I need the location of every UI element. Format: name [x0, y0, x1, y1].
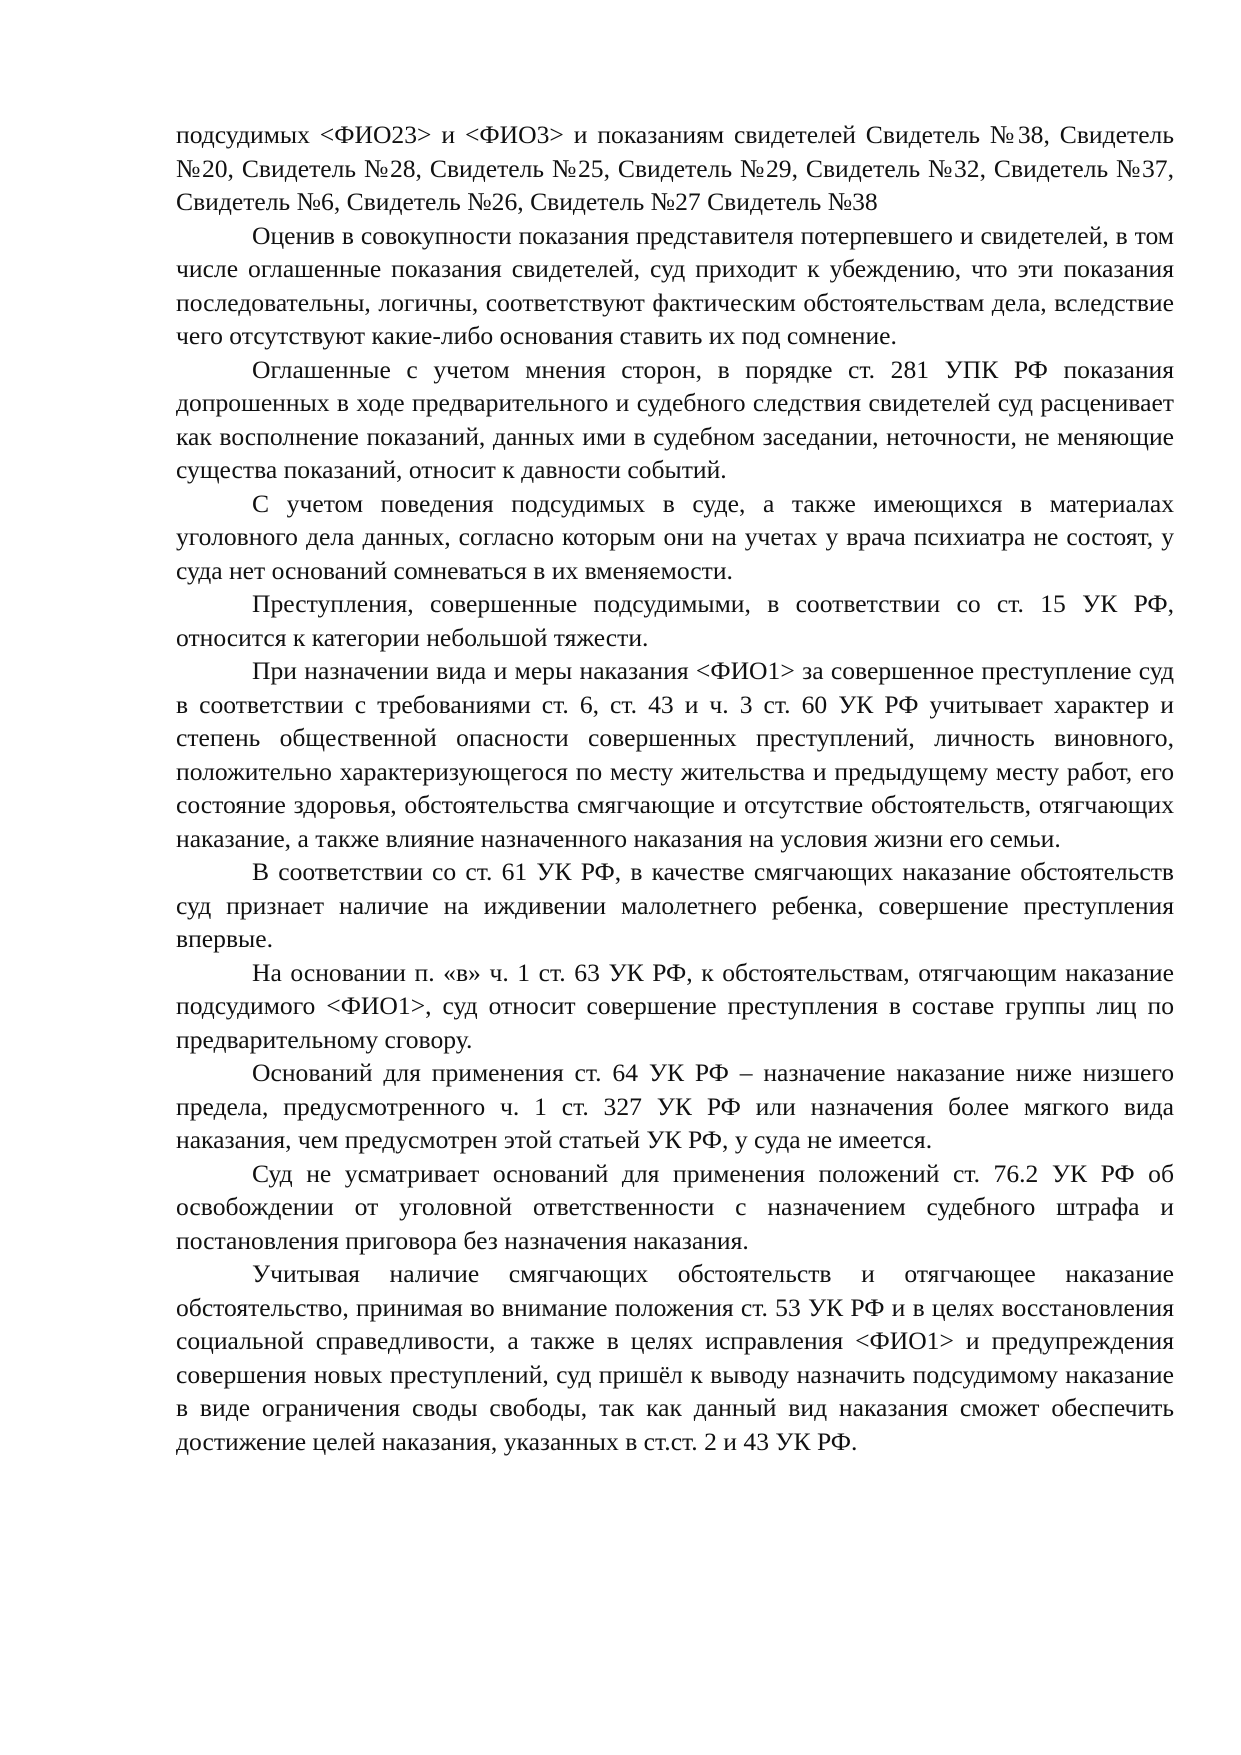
paragraph-crime-category: Преступления, совершенные подсудимыми, в соответствии со ст. 15 УК РФ, относится к категории небольшой тяжести.: [176, 589, 1174, 652]
paragraph-sentencing-factors: При назначении вида и меры наказания <ФИО1> за совершенное преступление суд в соответствии с требованиями ст. 6, ст. 43 и ч. 3 ст. 60 УК РФ учитывает характер и степень общественной опасности совершенных преступлений, личность виновного, положительно характеризующегося по месту жительства и предыдущему месту работ, его состояние здоровья, обстоятельства смягчающие и отсутствие обстоятельств, отягчающих наказание, а также влияние назначенного наказания на условия жизни его семьи.: [176, 656, 1174, 853]
paragraph-article-64: Оснований для применения ст. 64 УК РФ – назначение наказание ниже низшего предела, предусмотренного ч. 1 ст. 327 УК РФ или назначения более мягкого вида наказания, чем предусмотрен этой статьей УК РФ, у суда не имеется.: [176, 1058, 1174, 1154]
paragraph-aggravating-circumstances: На основании п. «в» ч. 1 ст. 63 УК РФ, к обстоятельствам, отягчающим наказание подсудимого <ФИО1>, суд относит совершение преступления в составе группы лиц по предварительному сговору.: [176, 957, 1174, 1054]
paragraph-article-76-2: Суд не усматривает оснований для применения положений ст. 76.2 УК РФ об освобождении от уголовной ответственности с назначением судебного штрафа и постановления приговора без назначения наказания.: [176, 1158, 1174, 1255]
paragraph-sanity: С учетом поведения подсудимых в суде, а также имеющихся в материалах уголовного дела данных, согласно которым они на учетах у врача психиатра не состоят, у суда нет оснований сомневаться в их вменяемости.: [176, 488, 1174, 585]
paragraph-sentence-conclusion: Учитывая наличие смягчающих обстоятельств и отягчающее наказание обстоятельство, принимая во внимание положения ст. 53 УК РФ и в целях восстановления социальной справедливости, а также в целях исправления <ФИО1> и предупреждения совершения новых преступлений, суд пришёл к выводу назначить подсудимому наказание в виде ограничения своды свободы, так как данный вид наказания сможет обеспечить достижение целей наказания, указанных в ст.ст. 2 и 43 УК РФ.: [176, 1259, 1174, 1456]
document-body: [176, 118, 1174, 1458]
paragraph-announced-testimony: Оглашенные с учетом мнения сторон, в порядке ст. 281 УПК РФ показания допрошенных в ходе предварительного и судебного следствия свидетелей суд расценивает как восполнение показаний, данных ими в судебном заседании, неточности, не меняющие существа показаний, относит к давности событий.: [176, 354, 1174, 484]
paragraph-assessment-of-testimony: Оценив в совокупности показания представителя потерпевшего и свидетелей, в том числе оглашенные показания свидетелей, суд приходит к убеждению, что эти показания последовательны, логичны, соответствуют фактическим обстоятельствам дела, вследствие чего отсутствуют какие-либо основания ставить их под сомнение.: [176, 220, 1174, 350]
paragraph-mitigating-circumstances: В соответствии со ст. 61 УК РФ, в качестве смягчающих наказание обстоятельств суд признает наличие на иждивении малолетнего ребенка, совершение преступления впервые.: [176, 857, 1174, 953]
paragraph-continuation: подсудимых <ФИО23> и <ФИО3> и показаниям свидетелей Свидетель №38, Свидетель №20, Свидетель №28, Свидетель №25, Свидетель №29, Свидетель №32, Свидетель №37, Свидетель №6, Свидетель №26, Свидетель №27 Свидетель №38: [176, 120, 1174, 216]
